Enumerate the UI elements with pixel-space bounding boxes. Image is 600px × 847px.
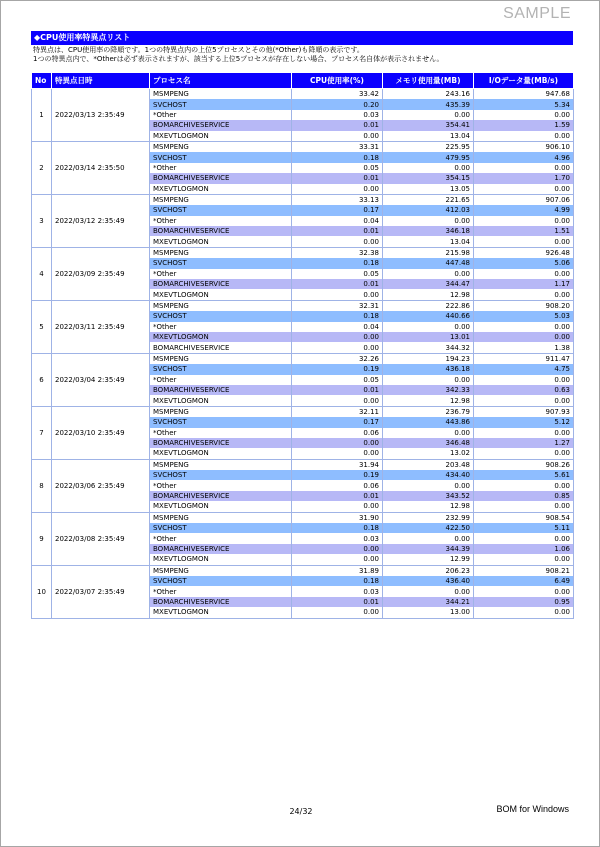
table-header-row [32, 73, 574, 89]
process-name: MXEVTLOGMON [150, 236, 292, 247]
outlier-datetime: 2022/03/04 2:35:49 [52, 353, 150, 406]
io-rate: 1.06 [474, 544, 574, 554]
outlier-datetime: 2022/03/14 2:35:50 [52, 141, 150, 194]
process-name: BOMARCHIVESERVICE [150, 438, 292, 448]
memory-usage: 344.32 [383, 342, 474, 353]
memory-usage: 194.23 [383, 353, 474, 364]
memory-usage: 412.03 [383, 205, 474, 215]
app-name: BOM for Windows [496, 804, 569, 814]
table-row [32, 512, 574, 523]
outlier-number: 1 [32, 89, 52, 142]
io-rate: 0.00 [474, 322, 574, 332]
outlier-number: 6 [32, 353, 52, 406]
memory-usage: 12.98 [383, 395, 474, 406]
memory-usage: 436.40 [383, 576, 474, 586]
memory-usage: 342.33 [383, 385, 474, 395]
outlier-number: 2 [32, 141, 52, 194]
memory-usage: 344.39 [383, 544, 474, 554]
memory-usage: 0.00 [383, 480, 474, 490]
process-name: SVCHOST [150, 470, 292, 480]
memory-usage: 434.40 [383, 470, 474, 480]
io-rate: 0.00 [474, 332, 574, 342]
io-rate: 0.00 [474, 533, 574, 543]
outlier-datetime: 2022/03/06 2:35:49 [52, 459, 150, 512]
cpu-usage: 0.00 [292, 448, 383, 459]
cpu-usage: 32.26 [292, 353, 383, 364]
outlier-number: 10 [32, 565, 52, 618]
outlier-datetime: 2022/03/09 2:35:49 [52, 247, 150, 300]
memory-usage: 422.50 [383, 523, 474, 533]
cpu-usage: 0.06 [292, 480, 383, 490]
process-name: SVCHOST [150, 99, 292, 109]
process-name: BOMARCHIVESERVICE [150, 120, 292, 130]
cpu-usage: 0.00 [292, 184, 383, 195]
io-rate: 906.10 [474, 141, 574, 152]
memory-usage: 435.39 [383, 99, 474, 109]
memory-usage: 0.00 [383, 269, 474, 279]
outlier-number: 4 [32, 247, 52, 300]
table-row [32, 141, 574, 152]
process-name: *Other [150, 322, 292, 332]
memory-usage: 243.16 [383, 89, 474, 100]
io-rate: 0.85 [474, 491, 574, 501]
io-rate: 907.06 [474, 194, 574, 205]
cpu-usage: 0.00 [292, 554, 383, 565]
cpu-usage: 32.38 [292, 247, 383, 258]
memory-usage: 232.99 [383, 512, 474, 523]
outlier-number: 3 [32, 194, 52, 247]
cpu-usage: 0.19 [292, 470, 383, 480]
cpu-usage: 0.18 [292, 523, 383, 533]
memory-usage: 440.66 [383, 311, 474, 321]
io-rate: 908.20 [474, 300, 574, 311]
process-name: BOMARCHIVESERVICE [150, 491, 292, 501]
process-name: BOMARCHIVESERVICE [150, 279, 292, 289]
outlier-datetime: 2022/03/13 2:35:49 [52, 89, 150, 142]
process-name: MXEVTLOGMON [150, 501, 292, 512]
outlier-number: 9 [32, 512, 52, 565]
cpu-usage: 0.01 [292, 491, 383, 501]
process-name: MXEVTLOGMON [150, 607, 292, 618]
memory-usage: 225.95 [383, 141, 474, 152]
process-name: *Other [150, 375, 292, 385]
cpu-usage: 0.00 [292, 607, 383, 618]
cpu-usage: 0.00 [292, 501, 383, 512]
process-name: MSMPENG [150, 512, 292, 523]
process-name: SVCHOST [150, 311, 292, 321]
table-row [32, 406, 574, 417]
memory-usage: 0.00 [383, 533, 474, 543]
table-row [32, 565, 574, 576]
process-name: BOMARCHIVESERVICE [150, 173, 292, 183]
cpu-usage: 0.17 [292, 417, 383, 427]
memory-usage: 215.98 [383, 247, 474, 258]
cpu-usage: 0.01 [292, 226, 383, 236]
process-name: *Other [150, 269, 292, 279]
table-row [32, 300, 574, 311]
cpu-usage: 0.17 [292, 205, 383, 215]
io-rate: 0.00 [474, 480, 574, 490]
cpu-usage: 0.00 [292, 438, 383, 448]
memory-usage: 344.21 [383, 597, 474, 607]
cpu-usage: 0.03 [292, 533, 383, 543]
table-body [32, 89, 574, 619]
cpu-usage: 0.06 [292, 428, 383, 438]
process-name: MXEVTLOGMON [150, 448, 292, 459]
process-name: BOMARCHIVESERVICE [150, 226, 292, 236]
cpu-usage: 31.90 [292, 512, 383, 523]
io-rate: 0.00 [474, 607, 574, 618]
cpu-outlier-table [31, 72, 574, 619]
cpu-usage: 31.94 [292, 459, 383, 470]
memory-usage: 12.98 [383, 289, 474, 300]
cpu-usage: 0.00 [292, 131, 383, 142]
memory-usage: 206.23 [383, 565, 474, 576]
outlier-datetime: 2022/03/07 2:35:49 [52, 565, 150, 618]
header-cpu: CPU使用率(%) [292, 73, 383, 89]
table-row [32, 89, 574, 100]
io-rate: 0.00 [474, 428, 574, 438]
process-name: *Other [150, 110, 292, 120]
memory-usage: 436.18 [383, 364, 474, 374]
process-name: BOMARCHIVESERVICE [150, 597, 292, 607]
memory-usage: 13.05 [383, 184, 474, 195]
io-rate: 0.00 [474, 216, 574, 226]
memory-usage: 221.65 [383, 194, 474, 205]
io-rate: 5.03 [474, 311, 574, 321]
process-name: MSMPENG [150, 406, 292, 417]
memory-usage: 346.48 [383, 438, 474, 448]
table-row [32, 247, 574, 258]
process-name: MSMPENG [150, 141, 292, 152]
io-rate: 0.00 [474, 375, 574, 385]
process-name: SVCHOST [150, 523, 292, 533]
io-rate: 5.61 [474, 470, 574, 480]
memory-usage: 354.15 [383, 173, 474, 183]
memory-usage: 0.00 [383, 322, 474, 332]
process-name: BOMARCHIVESERVICE [150, 342, 292, 353]
outlier-datetime: 2022/03/11 2:35:49 [52, 300, 150, 353]
process-name: *Other [150, 586, 292, 596]
cpu-usage: 0.00 [292, 544, 383, 554]
memory-usage: 447.48 [383, 258, 474, 268]
process-name: MSMPENG [150, 565, 292, 576]
cpu-usage: 0.03 [292, 110, 383, 120]
sample-watermark: SAMPLE [503, 5, 571, 22]
io-rate: 0.00 [474, 184, 574, 195]
process-name: MSMPENG [150, 353, 292, 364]
io-rate: 0.95 [474, 597, 574, 607]
process-name: MSMPENG [150, 247, 292, 258]
io-rate: 1.51 [474, 226, 574, 236]
io-rate: 6.49 [474, 576, 574, 586]
memory-usage: 13.02 [383, 448, 474, 459]
outlier-number: 7 [32, 406, 52, 459]
header-no: No [32, 73, 52, 89]
process-name: *Other [150, 533, 292, 543]
cpu-usage: 0.05 [292, 269, 383, 279]
memory-usage: 0.00 [383, 110, 474, 120]
cpu-usage: 0.00 [292, 342, 383, 353]
io-rate: 4.75 [474, 364, 574, 374]
cpu-usage: 0.05 [292, 375, 383, 385]
cpu-usage: 0.05 [292, 163, 383, 173]
io-rate: 0.00 [474, 501, 574, 512]
cpu-usage: 33.31 [292, 141, 383, 152]
io-rate: 1.59 [474, 120, 574, 130]
process-name: MXEVTLOGMON [150, 395, 292, 406]
io-rate: 5.11 [474, 523, 574, 533]
cpu-usage: 0.01 [292, 385, 383, 395]
memory-usage: 344.47 [383, 279, 474, 289]
io-rate: 5.34 [474, 99, 574, 109]
io-rate: 0.63 [474, 385, 574, 395]
io-rate: 908.21 [474, 565, 574, 576]
io-rate: 926.48 [474, 247, 574, 258]
io-rate: 1.17 [474, 279, 574, 289]
io-rate: 1.27 [474, 438, 574, 448]
cpu-usage: 33.13 [292, 194, 383, 205]
process-name: *Other [150, 428, 292, 438]
io-rate: 0.00 [474, 236, 574, 247]
description-line-1: 特異点は、CPU使用率の降順です。1つの特異点内の上位5プロセスとその他(*Other)も降順の表示です。 [33, 46, 364, 54]
process-name: MXEVTLOGMON [150, 184, 292, 195]
header-datetime: 特異点日時 [52, 73, 150, 89]
io-rate: 0.00 [474, 586, 574, 596]
cpu-usage: 0.18 [292, 311, 383, 321]
outlier-number: 8 [32, 459, 52, 512]
cpu-usage: 0.18 [292, 576, 383, 586]
memory-usage: 12.99 [383, 554, 474, 565]
io-rate: 5.06 [474, 258, 574, 268]
io-rate: 908.54 [474, 512, 574, 523]
process-name: SVCHOST [150, 152, 292, 162]
cpu-usage: 0.04 [292, 216, 383, 226]
cpu-usage: 0.18 [292, 258, 383, 268]
cpu-usage: 0.04 [292, 322, 383, 332]
cpu-usage: 0.00 [292, 236, 383, 247]
cpu-usage: 32.31 [292, 300, 383, 311]
cpu-usage: 0.01 [292, 279, 383, 289]
memory-usage: 0.00 [383, 428, 474, 438]
memory-usage: 346.18 [383, 226, 474, 236]
memory-usage: 222.86 [383, 300, 474, 311]
memory-usage: 0.00 [383, 216, 474, 226]
cpu-usage: 0.00 [292, 395, 383, 406]
process-name: SVCHOST [150, 258, 292, 268]
io-rate: 947.68 [474, 89, 574, 100]
cpu-usage: 33.42 [292, 89, 383, 100]
memory-usage: 12.98 [383, 501, 474, 512]
io-rate: 0.00 [474, 110, 574, 120]
io-rate: 4.99 [474, 205, 574, 215]
process-name: MSMPENG [150, 89, 292, 100]
outlier-datetime: 2022/03/08 2:35:49 [52, 512, 150, 565]
io-rate: 0.00 [474, 448, 574, 459]
memory-usage: 13.00 [383, 607, 474, 618]
table-row [32, 353, 574, 364]
memory-usage: 0.00 [383, 375, 474, 385]
cpu-usage: 0.03 [292, 586, 383, 596]
memory-usage: 443.86 [383, 417, 474, 427]
cpu-usage: 0.01 [292, 597, 383, 607]
io-rate: 0.00 [474, 131, 574, 142]
cpu-usage: 0.18 [292, 152, 383, 162]
memory-usage: 236.79 [383, 406, 474, 417]
io-rate: 911.47 [474, 353, 574, 364]
cpu-usage: 32.11 [292, 406, 383, 417]
process-name: *Other [150, 480, 292, 490]
header-io: I/Oデータ量(MB/s) [474, 73, 574, 89]
process-name: BOMARCHIVESERVICE [150, 385, 292, 395]
io-rate: 907.93 [474, 406, 574, 417]
outlier-datetime: 2022/03/12 2:35:49 [52, 194, 150, 247]
cpu-usage: 0.01 [292, 173, 383, 183]
outlier-datetime: 2022/03/10 2:35:49 [52, 406, 150, 459]
memory-usage: 479.95 [383, 152, 474, 162]
memory-usage: 343.52 [383, 491, 474, 501]
process-name: SVCHOST [150, 205, 292, 215]
memory-usage: 13.04 [383, 131, 474, 142]
cpu-usage: 0.00 [292, 332, 383, 342]
memory-usage: 13.01 [383, 332, 474, 342]
process-name: SVCHOST [150, 576, 292, 586]
io-rate: 0.00 [474, 289, 574, 300]
cpu-usage: 0.01 [292, 120, 383, 130]
io-rate: 0.00 [474, 163, 574, 173]
header-process: プロセス名 [150, 73, 292, 89]
process-name: MXEVTLOGMON [150, 332, 292, 342]
memory-usage: 203.48 [383, 459, 474, 470]
process-name: MSMPENG [150, 300, 292, 311]
memory-usage: 0.00 [383, 163, 474, 173]
process-name: SVCHOST [150, 364, 292, 374]
cpu-usage: 0.19 [292, 364, 383, 374]
process-name: MSMPENG [150, 459, 292, 470]
io-rate: 0.00 [474, 395, 574, 406]
process-name: *Other [150, 163, 292, 173]
memory-usage: 354.41 [383, 120, 474, 130]
header-memory: メモリ使用量(MB) [383, 73, 474, 89]
section-title: ◆CPU使用率特異点リスト [31, 31, 573, 45]
cpu-usage: 0.00 [292, 289, 383, 300]
description-line-2: 1つの特異点内で、*Otherは必ず表示されますが、該当する上位5プロセスが存在しない場合、プロセス名自体が表示されません。 [33, 55, 444, 63]
process-name: MXEVTLOGMON [150, 289, 292, 300]
io-rate: 0.00 [474, 269, 574, 279]
memory-usage: 0.00 [383, 586, 474, 596]
process-name: BOMARCHIVESERVICE [150, 544, 292, 554]
process-name: SVCHOST [150, 417, 292, 427]
table-row [32, 459, 574, 470]
memory-usage: 13.04 [383, 236, 474, 247]
table-row [32, 194, 574, 205]
cpu-usage: 0.20 [292, 99, 383, 109]
outlier-number: 5 [32, 300, 52, 353]
io-rate: 908.26 [474, 459, 574, 470]
page-number: 24/32 [289, 807, 313, 816]
process-name: *Other [150, 216, 292, 226]
io-rate: 1.38 [474, 342, 574, 353]
cpu-usage: 31.89 [292, 565, 383, 576]
process-name: MXEVTLOGMON [150, 554, 292, 565]
io-rate: 5.12 [474, 417, 574, 427]
process-name: MXEVTLOGMON [150, 131, 292, 142]
io-rate: 4.96 [474, 152, 574, 162]
io-rate: 1.70 [474, 173, 574, 183]
process-name: MSMPENG [150, 194, 292, 205]
io-rate: 0.00 [474, 554, 574, 565]
